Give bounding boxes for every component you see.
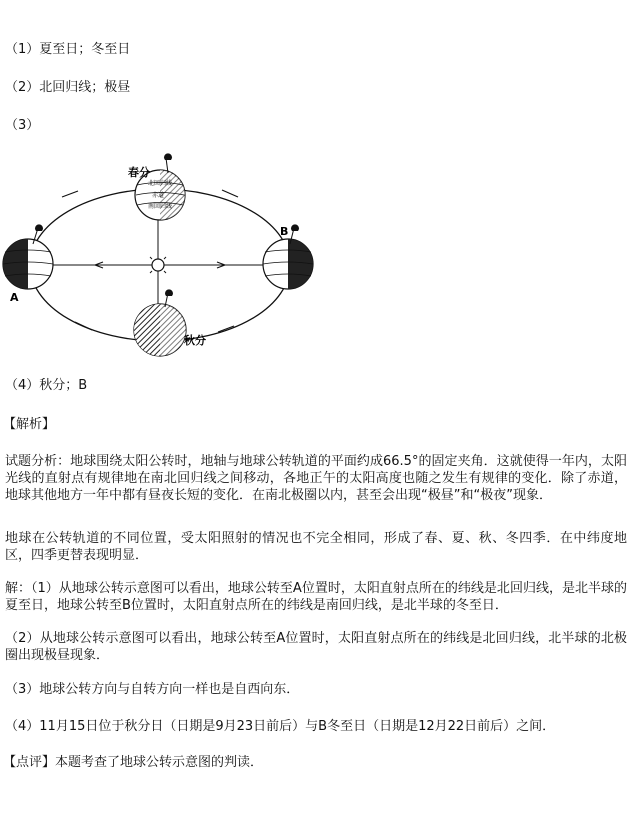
solution-part-1: 解：（1）从地球公转示意图可以看出，地球公转至A位置时，太阳直射点所在的纬线是北回归线，是北半球的夏至日，地球公转至B位置时，太阳直射点所在的纬线是南回归线，是北半球的冬至日． (5, 581, 627, 613)
solution-part-4: （4）11月15日位于秋分日（日期是9月23日前后）与B冬至日（日期是12月22日前后）之间． (5, 719, 556, 734)
answer-2: （2）北回归线；极昼 (5, 80, 131, 95)
equator-label: 赤道 (151, 192, 165, 199)
solution-part-2: （2）从地球公转示意图可以看出，地球公转至A位置时，太阳直射点所在的纬线是北回归线，北半球的北极圈出现极昼现象． (5, 631, 627, 663)
orbit-arrow (75, 322, 92, 330)
globe-spring (135, 153, 185, 220)
position-b-label: B (280, 225, 289, 238)
orbit-arrow (62, 191, 78, 197)
autumn-label: 秋分 (184, 334, 206, 347)
orbit-arrow (222, 190, 238, 197)
tropic-cancer-label: 北回归线 (147, 180, 173, 187)
spring-label: 春分 (128, 166, 150, 179)
answer-3: （3） (5, 118, 40, 133)
globe-a (3, 224, 53, 289)
analysis-heading: 【解析】 (3, 417, 56, 432)
answer-4: （4）秋分；B (5, 378, 88, 393)
analysis-paragraph-1: 试题分析：地球围绕太阳公转时，地轴与地球公转轨道的平面约成66.5°的固定夹角．这就使得一年内，太阳光线的直射点有规律地在南北回归线之间移动，各地正午的太阳高度也随之发生有规律的变化．除了赤道，地球其他地方一年中都有昼夜长短的变化．在南北极圈以内，甚至会出现“极昼”和“极夜”现象． (5, 454, 627, 503)
tropic-capricorn-label: 南回归线 (147, 203, 173, 210)
earth-revolution-diagram (0, 150, 330, 365)
solution-part-3: （3）地球公转方向与自转方向一样也是自西向东． (5, 682, 300, 697)
analysis-paragraph-2: 地球在公转轨道的不同位置，受太阳照射的情况也不完全相同，形成了春、夏、秋、冬四季．在中纬度地区，四季更替表现明显． (5, 531, 627, 563)
position-a-label: A (10, 291, 19, 304)
answer-1: （1）夏至日；冬至日 (5, 42, 131, 57)
globe-autumn (134, 289, 186, 356)
comment: 【点评】本题考查了地球公转示意图的判读． (3, 755, 264, 770)
